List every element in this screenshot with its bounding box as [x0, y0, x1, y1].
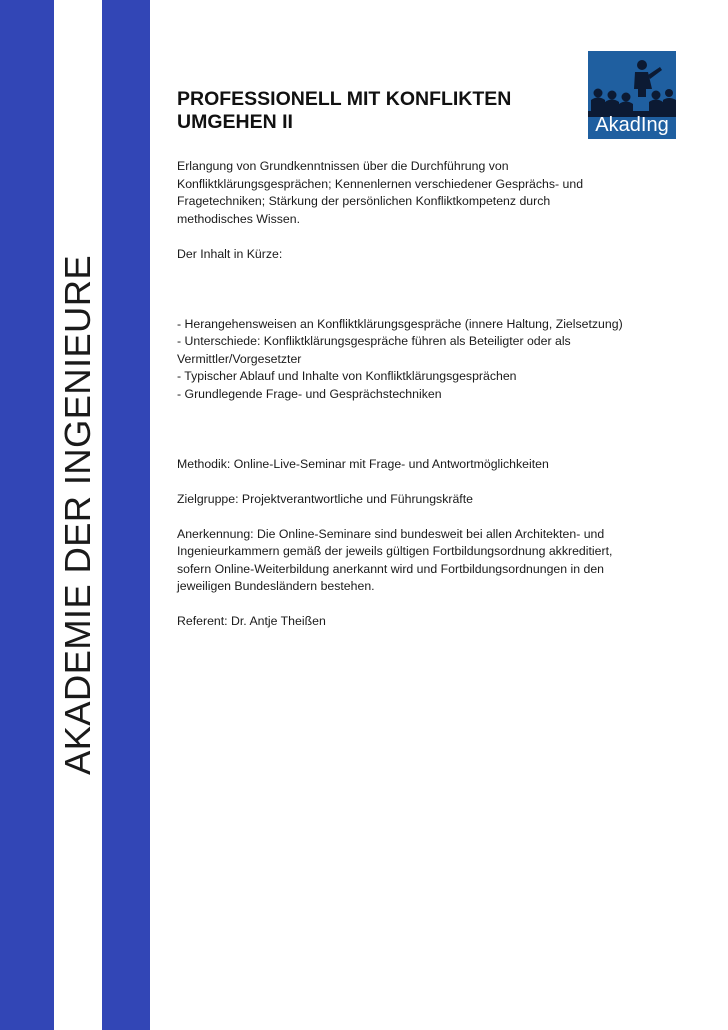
intro-line: Fragetechniken; Stärkung der persönlichen Konfliktkompetenz durch: [177, 194, 551, 208]
title-line-2: UMGEHEN II: [177, 111, 293, 133]
bullet-line: - Unterschiede: Konfliktklärungsgespräche führen als Beteiligter oder als: [177, 334, 571, 348]
intro-line: methodisches Wissen.: [177, 211, 301, 226]
anerkennung-line: Ingenieurkammern gemäß der jeweils gültigen Fortbildungsordnung akkreditiert,: [177, 544, 613, 558]
content-body: [177, 158, 637, 631]
akading-logo: [588, 51, 676, 139]
anerkennung-line: sofern Online-Weiterbildung anerkannt wird und Fortbildungsordnungen in den: [177, 561, 605, 576]
bullet-line: - Herangehensweisen an Konfliktklärungsgespräche (innere Haltung, Zielsetzung): [177, 316, 623, 331]
intro-line: Konfliktklärungsgesprächen; Kennenlernen verschiedener Gesprächs- und: [177, 176, 584, 191]
referent-text: Referent: Dr. Antje Theißen: [177, 614, 326, 628]
sidebar-band-left: [0, 0, 54, 1030]
inhalt-heading: Der Inhalt in Kürze:: [177, 246, 283, 261]
intro-line: Erlangung von Grundkenntnissen über die Durchführung von: [177, 159, 509, 173]
logo-text: AkadIng: [595, 114, 669, 136]
title-line-1: PROFESSIONELL MIT KONFLIKTEN: [177, 88, 512, 110]
methodik-text: Methodik: Online-Live-Seminar mit Frage- und Antwortmöglichkeiten: [177, 456, 549, 471]
page-title: [177, 88, 577, 134]
sidebar-band-right: [102, 0, 150, 1030]
sidebar-vertical-title: AKADEMIE DER INGENIEURE: [57, 254, 98, 776]
bullet-line: - Typischer Ablauf und Inhalte von Konfliktklärungsgesprächen: [177, 369, 517, 383]
anerkennung-line: jeweiligen Bundesländern bestehen.: [177, 579, 375, 593]
bullet-line: - Grundlegende Frage- und Gesprächstechniken: [177, 386, 442, 401]
zielgruppe-text: Zielgruppe: Projektverantwortliche und Führungskräfte: [177, 491, 473, 506]
bullet-line: Vermittler/Vorgesetzter: [177, 351, 302, 366]
anerkennung-line: Anerkennung: Die Online-Seminare sind bundesweit bei allen Architekten- und: [177, 526, 605, 541]
